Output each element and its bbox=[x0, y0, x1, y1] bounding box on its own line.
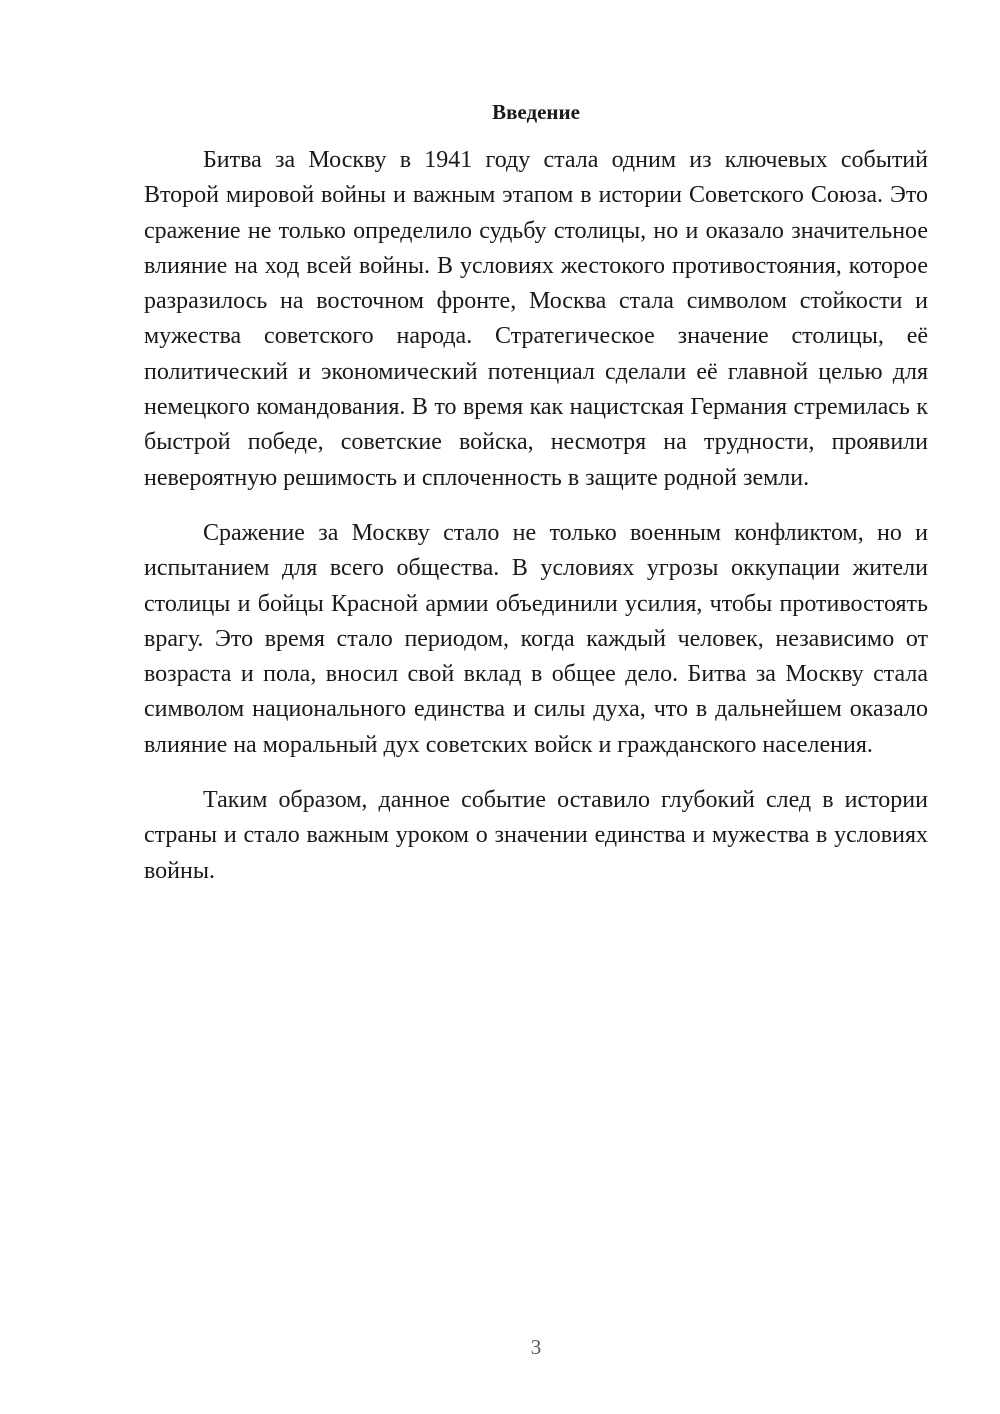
body-text bbox=[144, 143, 928, 889]
page-number: 3 bbox=[530, 1335, 542, 1359]
paragraph-3: Таким образом, данное событие оставило глубокий след в истории страны и стало важным уроком о значении единства и мужества в условиях войны. bbox=[144, 787, 928, 884]
paragraph-1: Битва за Москву в 1941 году стала одним из ключевых событий Второй мировой войны и важным этапом в истории Советского Союза. Это сражение не только определило судьбу столицы, но и оказало значительное влияние на ход всей войны. В условиях жестокого противостояния, которое разразилось на восточном фронте, Москва стала символом стойкости и мужества советского народа. Стратегическое значение столицы, её политический и экономический потенциал сделали её главной целью для немецкого командования. В то время как нацистская Германия стремилась к быстрой победе, советские войска, несмотря на трудности, проявили невероятную решимость и сплоченность в защите родной земли. bbox=[144, 147, 928, 491]
paragraph-2: Сражение за Москву стало не только военным конфликтом, но и испытанием для всего общества. В условиях угрозы оккупации жители столицы и бойцы Красной армии объединили усилия, чтобы противостоять врагу. Это время стало периодом, когда каждый человек, независимо от возраста и пола, вносил свой вклад в общее дело. Битва за Москву стала символом национального единства и силы духа, что в дальнейшем оказало влияние на моральный дух советских войск и гражданского населения. bbox=[144, 519, 928, 758]
page-title: Введение bbox=[492, 100, 580, 124]
